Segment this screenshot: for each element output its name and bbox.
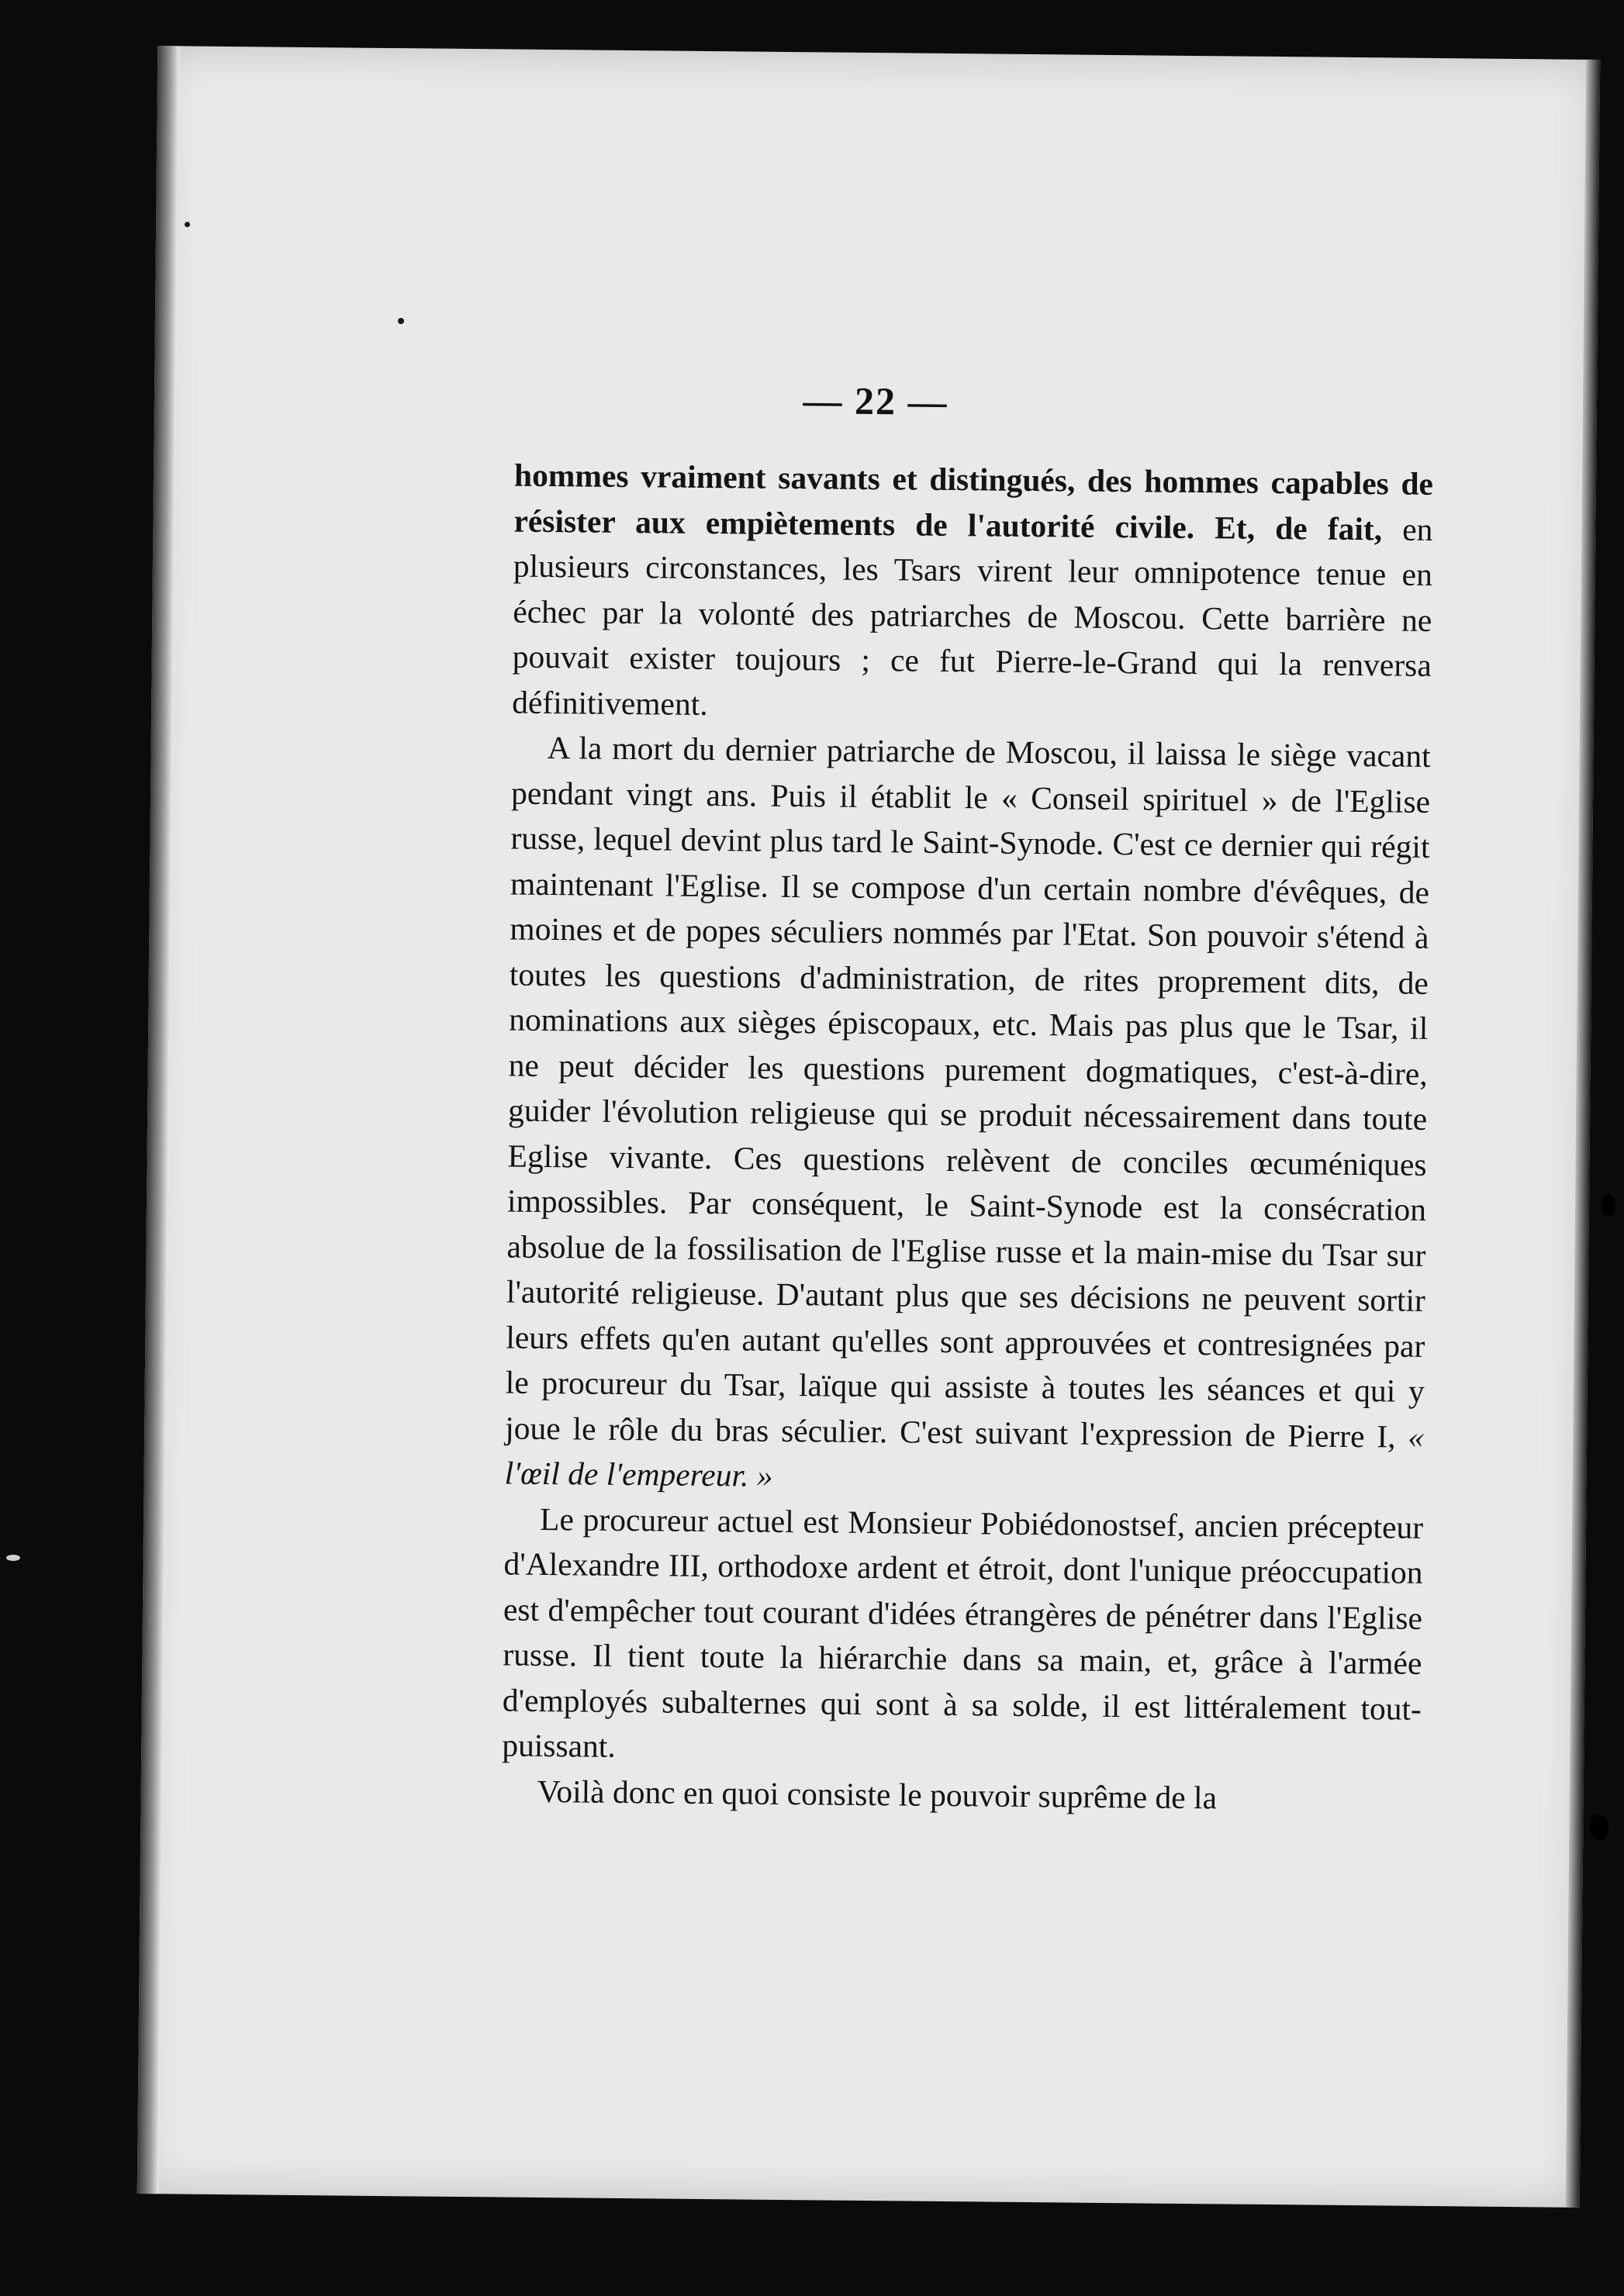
paragraph-2-italic-quote: « l'œil de l'empereur. » — [504, 1418, 1425, 1493]
book-page — [137, 46, 1601, 2208]
paragraph-3 — [502, 1496, 1423, 1776]
scan-speck — [1590, 1814, 1608, 1841]
paragraph-4 — [501, 1768, 1421, 1822]
page-number: — 22 — — [803, 378, 948, 423]
scan-speck — [398, 318, 404, 324]
scan-speck — [185, 222, 190, 227]
paragraph-2-text: A la mort du dernier patriarche de Moscou, il laissa le siège vacant pendant vingt ans. Puis il établit le « Conseil spirituel » de l'Eglise russe, lequel devint plus tard le Saint-Synode. C'est ce dernier qui régit maintenant l'Eglise. Il se compose d'un certain nombre d'évêques, de moines et de popes séculiers nommés par l'Etat. Son pouvoir s'étend à toutes les questions d'administration, de rites proprement dits, de nominations aux sièges épiscopaux, etc. Mais pas plus que le Tsar, il ne peut décider les questions purement dogmatiques, c'est-à-dire, guider l'évolution religieuse qui se produit nécessairement dans toute Eglise vivante. Ces questions relèvent de conciles œcuméniques impossibles. Par conséquent, le Saint-Synode est la consécration absolue de la fossilisation de l'Eglise russe et la main-mise du Tsar sur l'autorité religieuse. D'autant plus que ses décisions ne peuvent sortir leurs effets qu'en autant qu'elles sont approuvées et contresignées par le procureur du Tsar, laïque qui assiste à toutes les séances et qui y joue le rôle du bras séculier. C'est suivant l'expression de Pierre I, — [505, 730, 1431, 1455]
paragraph-1 — [512, 453, 1433, 734]
body-text — [501, 453, 1433, 1822]
paragraph-1-lead: hommes vraiment savants et distingués, des hommes capables de résister aux empiètements de l'autorité civile. Et, de fait, — [513, 457, 1434, 547]
paragraph-1-text: en plusieurs circonstances, les Tsars virent leur omnipotence tenue en échec par la volonté des patriarches de Moscou. Cette barrière ne pouvait exister toujours ; ce fut Pierre-le-Grand qui la renversa définitivement. — [512, 510, 1433, 722]
scan-speck — [1602, 1194, 1615, 1217]
paragraph-3-text: Le procureur actuel est Monsieur Pobiédonostsef, ancien précepteur d'Alexandre III, orthodoxe ardent et étroit, dont l'unique préoccupation est d'empêcher tout courant d'idées étrangères de pénétrer dans l'Eglise russe. Il tient toute la hiérarchie dans sa main, et, grâce à l'armée d'employés subalternes qui sont à sa solde, il est littéralement tout-puissant. — [502, 1500, 1424, 1764]
scan-speck — [6, 1555, 20, 1561]
paragraph-2 — [504, 725, 1430, 1505]
paragraph-4-text: Voilà donc en quoi consiste le pouvoir suprême de la — [537, 1773, 1218, 1815]
